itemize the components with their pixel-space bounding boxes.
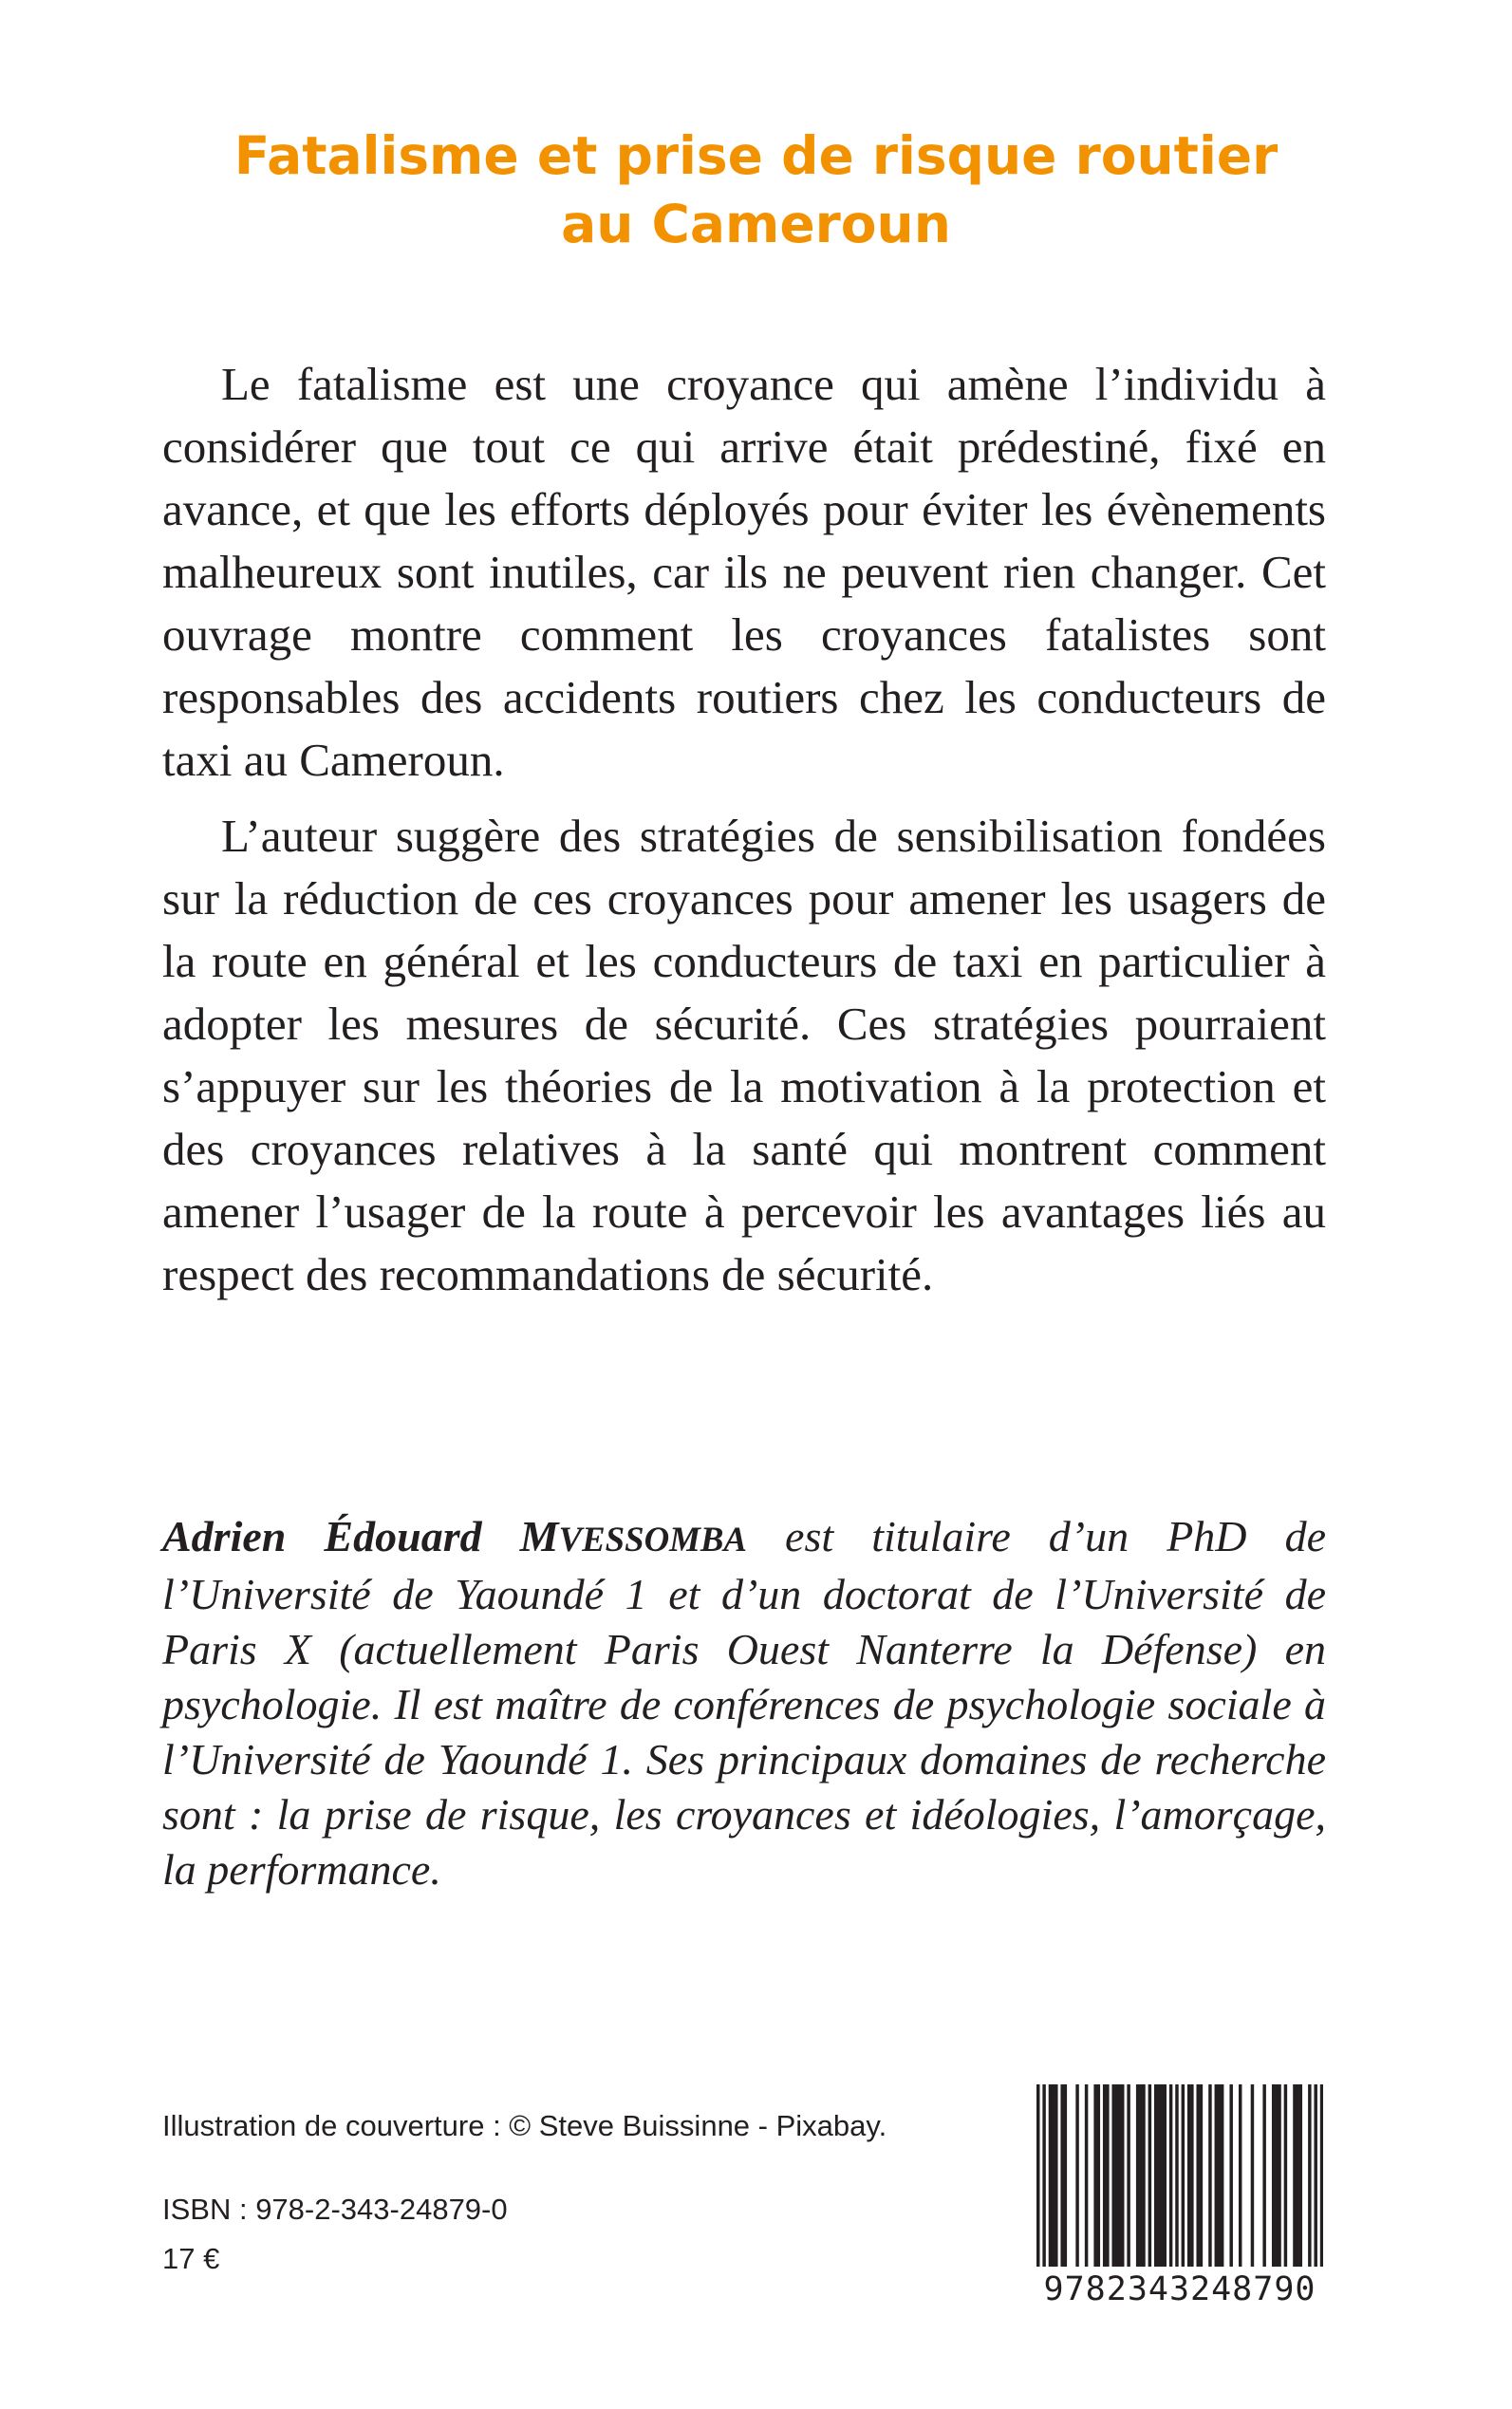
barcode-bar (1187, 2084, 1190, 2267)
barcode-bar (1164, 2084, 1167, 2267)
barcode-bar (1314, 2084, 1316, 2267)
barcode-bar (1296, 2084, 1298, 2267)
barcode-bar (1251, 2084, 1254, 2267)
barcode-bar (1060, 2084, 1063, 2267)
barcode-bar (1299, 2084, 1302, 2267)
barcode-bar (1154, 2084, 1157, 2267)
barcode-bars (1036, 2084, 1323, 2267)
barcode-bar (1148, 2084, 1151, 2267)
barcode-bar (1097, 2084, 1100, 2267)
barcode-bar (1085, 2084, 1088, 2267)
barcode-bar (1182, 2084, 1185, 2267)
barcode-bar (1239, 2084, 1241, 2267)
barcode-bar (1093, 2084, 1096, 2267)
barcode-digits: 9782343248790 (1043, 2270, 1316, 2308)
barcode-bar (1127, 2084, 1129, 2267)
barcode-bar (1208, 2084, 1211, 2267)
barcode-bar (1215, 2084, 1218, 2267)
barcode-bar (1111, 2084, 1114, 2267)
barcode-bar (1103, 2084, 1106, 2267)
isbn: ISBN : 978-2-343-24879-0 (162, 2193, 508, 2226)
barcode (1036, 2084, 1323, 2318)
book-title (0, 121, 1512, 258)
summary-paragraph-2: L’auteur suggère des stratégies de sensibilisation fondées sur la réduction de ces croyances pour amener les usagers de la route en général et les conducteurs de taxi en particulier à adopter les mesures de sécurité. Ces stratégies pourraient s’appuyer sur les théories de la motivation à la protection et des croyances relatives à la santé qui montrent comment amener l’usager de la route à percevoir les avantages liés au respect des recommandations de sécurité. (162, 810, 1326, 1300)
barcode-bar (1075, 2084, 1078, 2267)
barcode-bar (1036, 2084, 1039, 2267)
barcode-bar (1055, 2084, 1057, 2267)
barcode-bar (1042, 2084, 1045, 2267)
author-name (162, 1512, 747, 1560)
barcode-bar (1157, 2084, 1160, 2267)
price: 17 € (162, 2242, 220, 2275)
barcode-bar (1284, 2084, 1287, 2267)
author-bio-text: est titulaire d’un PhD de l’Université de Yaoundé 1 et d’un doctorat de l’Université de Paris X (actuellement Paris Ouest Nanterre la Défense) en psychologie. Il est maître de conférences de psychologie sociale à l’Université de Yaoundé 1. Ses principaux domaines de recherche sont : la prise de risque, les croyances et idéologies, l’amorçage, la performance. (162, 1512, 1326, 1894)
barcode-bar (1221, 2084, 1223, 2267)
illustration-credit: Illustration de couverture : © Steve Buissinne - Pixabay. (162, 2109, 887, 2142)
barcode-bar (1200, 2084, 1203, 2267)
barcode-bar (1229, 2084, 1232, 2267)
barcode-bar (1160, 2084, 1163, 2267)
barcode-bar (1118, 2084, 1121, 2267)
title-line-1: Fatalisme et prise de risque routier (233, 125, 1279, 186)
barcode-bar (1136, 2084, 1139, 2267)
barcode-bar (1169, 2084, 1172, 2267)
author-bio (162, 1509, 1326, 1897)
barcode-bar (1106, 2084, 1109, 2267)
title-line-2: au Cameroun (561, 194, 951, 254)
barcode-bar (1139, 2084, 1142, 2267)
barcode-bar (1262, 2084, 1265, 2267)
barcode-bar (1049, 2084, 1052, 2267)
barcode-bar (1142, 2084, 1145, 2267)
barcode-bar (1064, 2084, 1067, 2267)
barcode-bar (1272, 2084, 1275, 2267)
barcode-bar (1320, 2084, 1323, 2267)
barcode-bar (1121, 2084, 1124, 2267)
barcode-bar (1293, 2084, 1296, 2267)
barcode-bar (1115, 2084, 1118, 2267)
barcode-bar (1196, 2084, 1199, 2267)
summary-text (162, 353, 1326, 1319)
author-name-first: Adrien Édouard M (162, 1512, 559, 1560)
barcode-bar (1190, 2084, 1193, 2267)
barcode-bar (1278, 2084, 1280, 2267)
barcode-bar (1275, 2084, 1278, 2267)
barcode-bar (1052, 2084, 1055, 2267)
summary-paragraph-1: Le fatalisme est une croyance qui amène l’individu à considérer que tout ce qui arrive était prédestiné, fixé en avance, et que les efforts déployés pour éviter les évènements malheureux sont inutiles, car ils ne peuvent rien changer. Cet ouvrage montre comment les croyances fatalistes sont responsables des accidents routiers chez les conducteurs de taxi au Cameroun. (162, 358, 1326, 786)
barcode-bar (1175, 2084, 1178, 2267)
barcode-bar (1218, 2084, 1221, 2267)
barcode-bar (1308, 2084, 1311, 2267)
author-name-last: VESSOMBA (558, 1520, 747, 1559)
